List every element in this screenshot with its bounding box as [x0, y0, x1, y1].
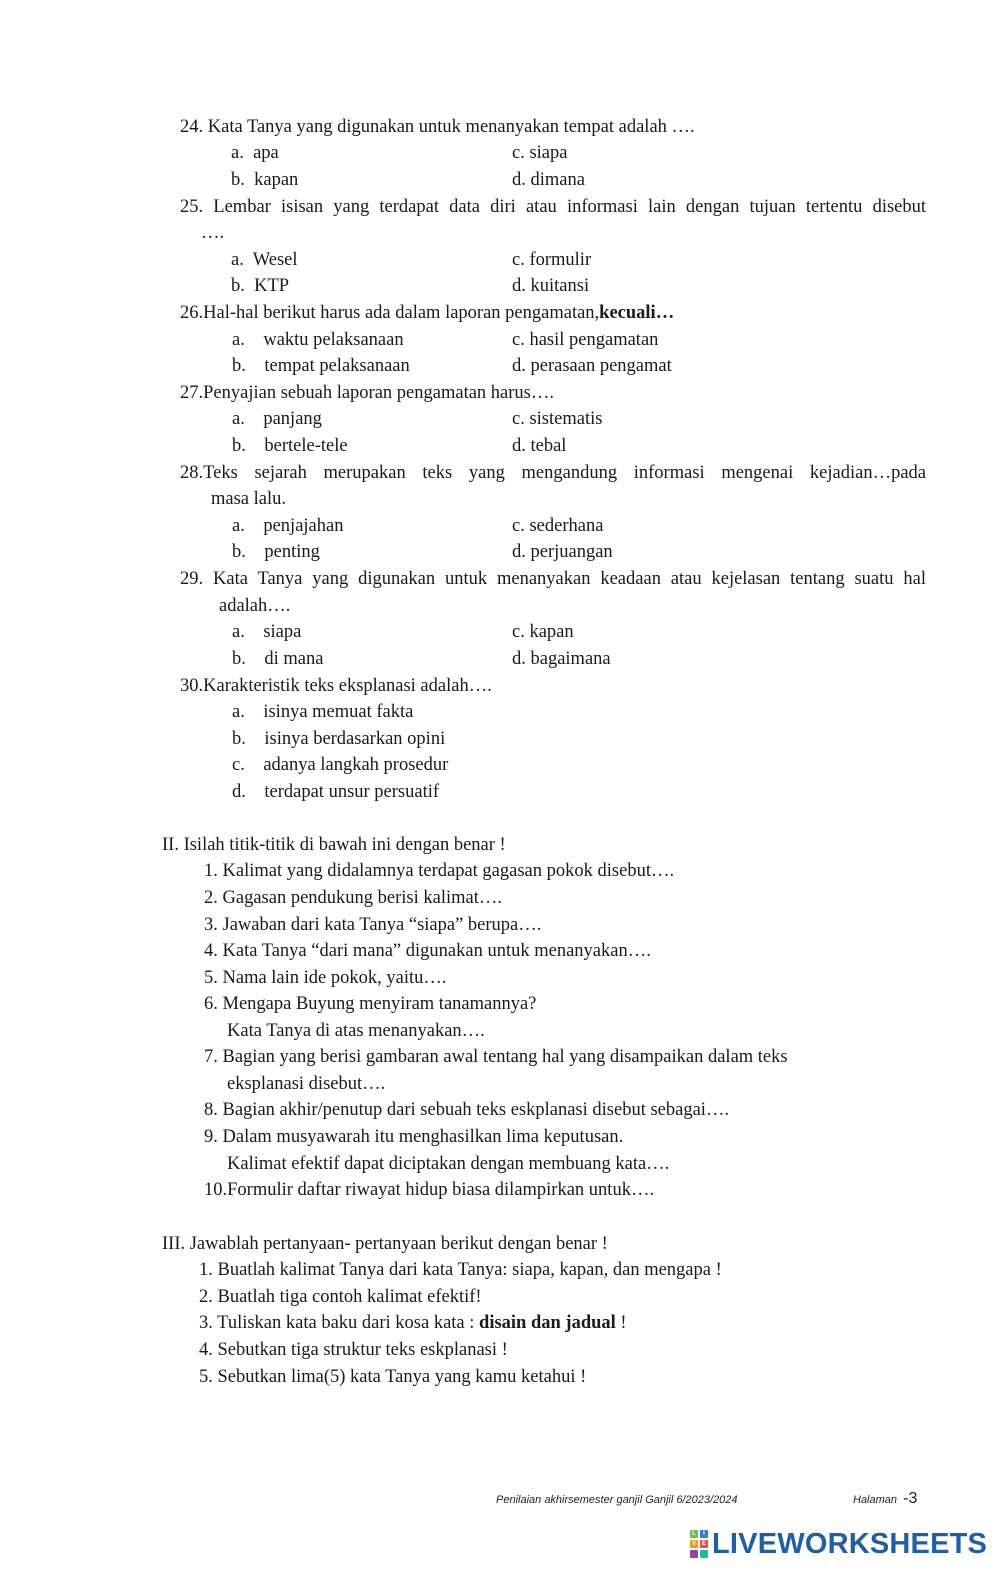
question-25-cont: …. [201, 223, 225, 243]
s2-item-1: 1. Kalimat yang didalamnya terdapat gagasan pokok disebut…. [204, 861, 675, 881]
question-30: 30.Karakteristik teks eksplanasi adalah…. [180, 676, 492, 696]
q28-option-b: b. penting [232, 542, 320, 562]
q24-option-c: c. siapa [512, 143, 568, 163]
q25-option-d: d. kuitansi [512, 276, 590, 296]
q30-option-a: a. isinya memuat fakta [232, 702, 414, 722]
logo-grid-icon: L I V E [690, 1530, 708, 1558]
s3-item-4: 4. Sebutkan tiga struktur teks eskplanasi ! [199, 1340, 508, 1360]
q30-option-d: d. terdapat unsur persuatif [232, 782, 440, 802]
question-27: 27.Penyajian sebuah laporan pengamatan harus…. [180, 383, 554, 403]
q26-option-d: d. perasaan pengamat [512, 356, 672, 376]
q24-option-b: b. kapan [231, 170, 299, 190]
q26-option-c: c. hasil pengamatan [512, 330, 659, 350]
question-24: 24. Kata Tanya yang digunakan untuk menanyakan tempat adalah …. [180, 117, 695, 137]
q29-option-a: a. siapa [232, 622, 302, 642]
s2-item-7: 7. Bagian yang berisi gambaran awal tentang hal yang disampaikan dalam teks [204, 1047, 788, 1067]
q29-option-b: b. di mana [232, 649, 324, 669]
question-25: 25. Lembar isisan yang terdapat data diri atau informasi lain dengan tujuan tertentu disebut [180, 197, 927, 217]
question-28-cont: masa lalu. [211, 489, 287, 509]
q28-option-a: a. penjajahan [232, 516, 344, 536]
s3-item-3: 3. Tuliskan kata baku dari kosa kata : disain dan jadual ! [199, 1313, 627, 1333]
s2-item-5: 5. Nama lain ide pokok, yaitu…. [204, 968, 447, 988]
s2-item-10: 10.Formulir daftar riwayat hidup biasa dilampirkan untuk…. [204, 1180, 655, 1200]
footer-exam-label: Penilaian akhirsemester ganjil Ganjil 6/2023/2024 [496, 1494, 738, 1506]
q27-option-d: d. tebal [512, 436, 567, 456]
s2-item-8: 8. Bagian akhir/penutup dari sebuah teks eskplanasi disebut sebagai…. [204, 1100, 730, 1120]
s2-item-6: 6. Mengapa Buyung menyiram tanamannya? [204, 994, 537, 1014]
q25-option-a: a. Wesel [231, 250, 298, 270]
q24-option-d: d. dimana [512, 170, 585, 190]
footer-page: Halaman -3 [853, 1490, 918, 1507]
s3-item-5: 5. Sebutkan lima(5) kata Tanya yang kamu ketahui ! [199, 1367, 587, 1387]
q25-option-b: b. KTP [231, 276, 290, 296]
q26-option-b: b. tempat pelaksanaan [232, 356, 410, 376]
s2-item-9: 9. Dalam musyawarah itu menghasilkan lima keputusan. [204, 1127, 624, 1147]
q28-option-c: c. sederhana [512, 516, 604, 536]
q26-option-a: a. waktu pelaksanaan [232, 330, 404, 350]
s2-item-4: 4. Kata Tanya “dari mana” digunakan untuk menanyakan…. [204, 941, 651, 961]
question-29-cont: adalah…. [219, 596, 291, 616]
s3-item-1: 1. Buatlah kalimat Tanya dari kata Tanya: siapa, kapan, dan mengapa ! [199, 1260, 722, 1280]
q25-option-c: c. formulir [512, 250, 592, 270]
q29-option-c: c. kapan [512, 622, 574, 642]
section-2-title: II. Isilah titik-titik di bawah ini dengan benar ! [162, 835, 506, 855]
logo-text: LIVEWORKSHEETS [712, 1527, 988, 1560]
s2-item-6-cont: Kata Tanya di atas menanyakan…. [227, 1021, 485, 1041]
question-29: 29. Kata Tanya yang digunakan untuk menanyakan keadaan atau kejelasan tentang suatu hal [180, 569, 926, 589]
q30-option-b: b. isinya berdasarkan opini [232, 729, 446, 749]
s2-item-9-cont: Kalimat efektif dapat diciptakan dengan membuang kata…. [227, 1154, 670, 1174]
q27-option-c: c. sistematis [512, 409, 603, 429]
s2-item-7-cont: eksplanasi disebut…. [227, 1074, 386, 1094]
question-26: 26.Hal-hal berikut harus ada dalam laporan pengamatan,kecuali… [180, 303, 675, 323]
s2-item-3: 3. Jawaban dari kata Tanya “siapa” berupa…. [204, 915, 542, 935]
q30-option-c: c. adanya langkah prosedur [232, 755, 449, 775]
question-28: 28.Teks sejarah merupakan teks yang mengandung informasi mengenai kejadian…pada [180, 463, 926, 483]
q28-option-d: d. perjuangan [512, 542, 613, 562]
q27-option-b: b. bertele-tele [232, 436, 348, 456]
s2-item-2: 2. Gagasan pendukung berisi kalimat…. [204, 888, 502, 908]
q27-option-a: a. panjang [232, 409, 322, 429]
section-3-title: III. Jawablah pertanyaan- pertanyaan berikut dengan benar ! [162, 1234, 608, 1254]
liveworksheets-logo [690, 1526, 987, 1562]
q29-option-d: d. bagaimana [512, 649, 611, 669]
q24-option-a: a. apa [231, 143, 279, 163]
s3-item-2: 2. Buatlah tiga contoh kalimat efektif! [199, 1287, 482, 1307]
